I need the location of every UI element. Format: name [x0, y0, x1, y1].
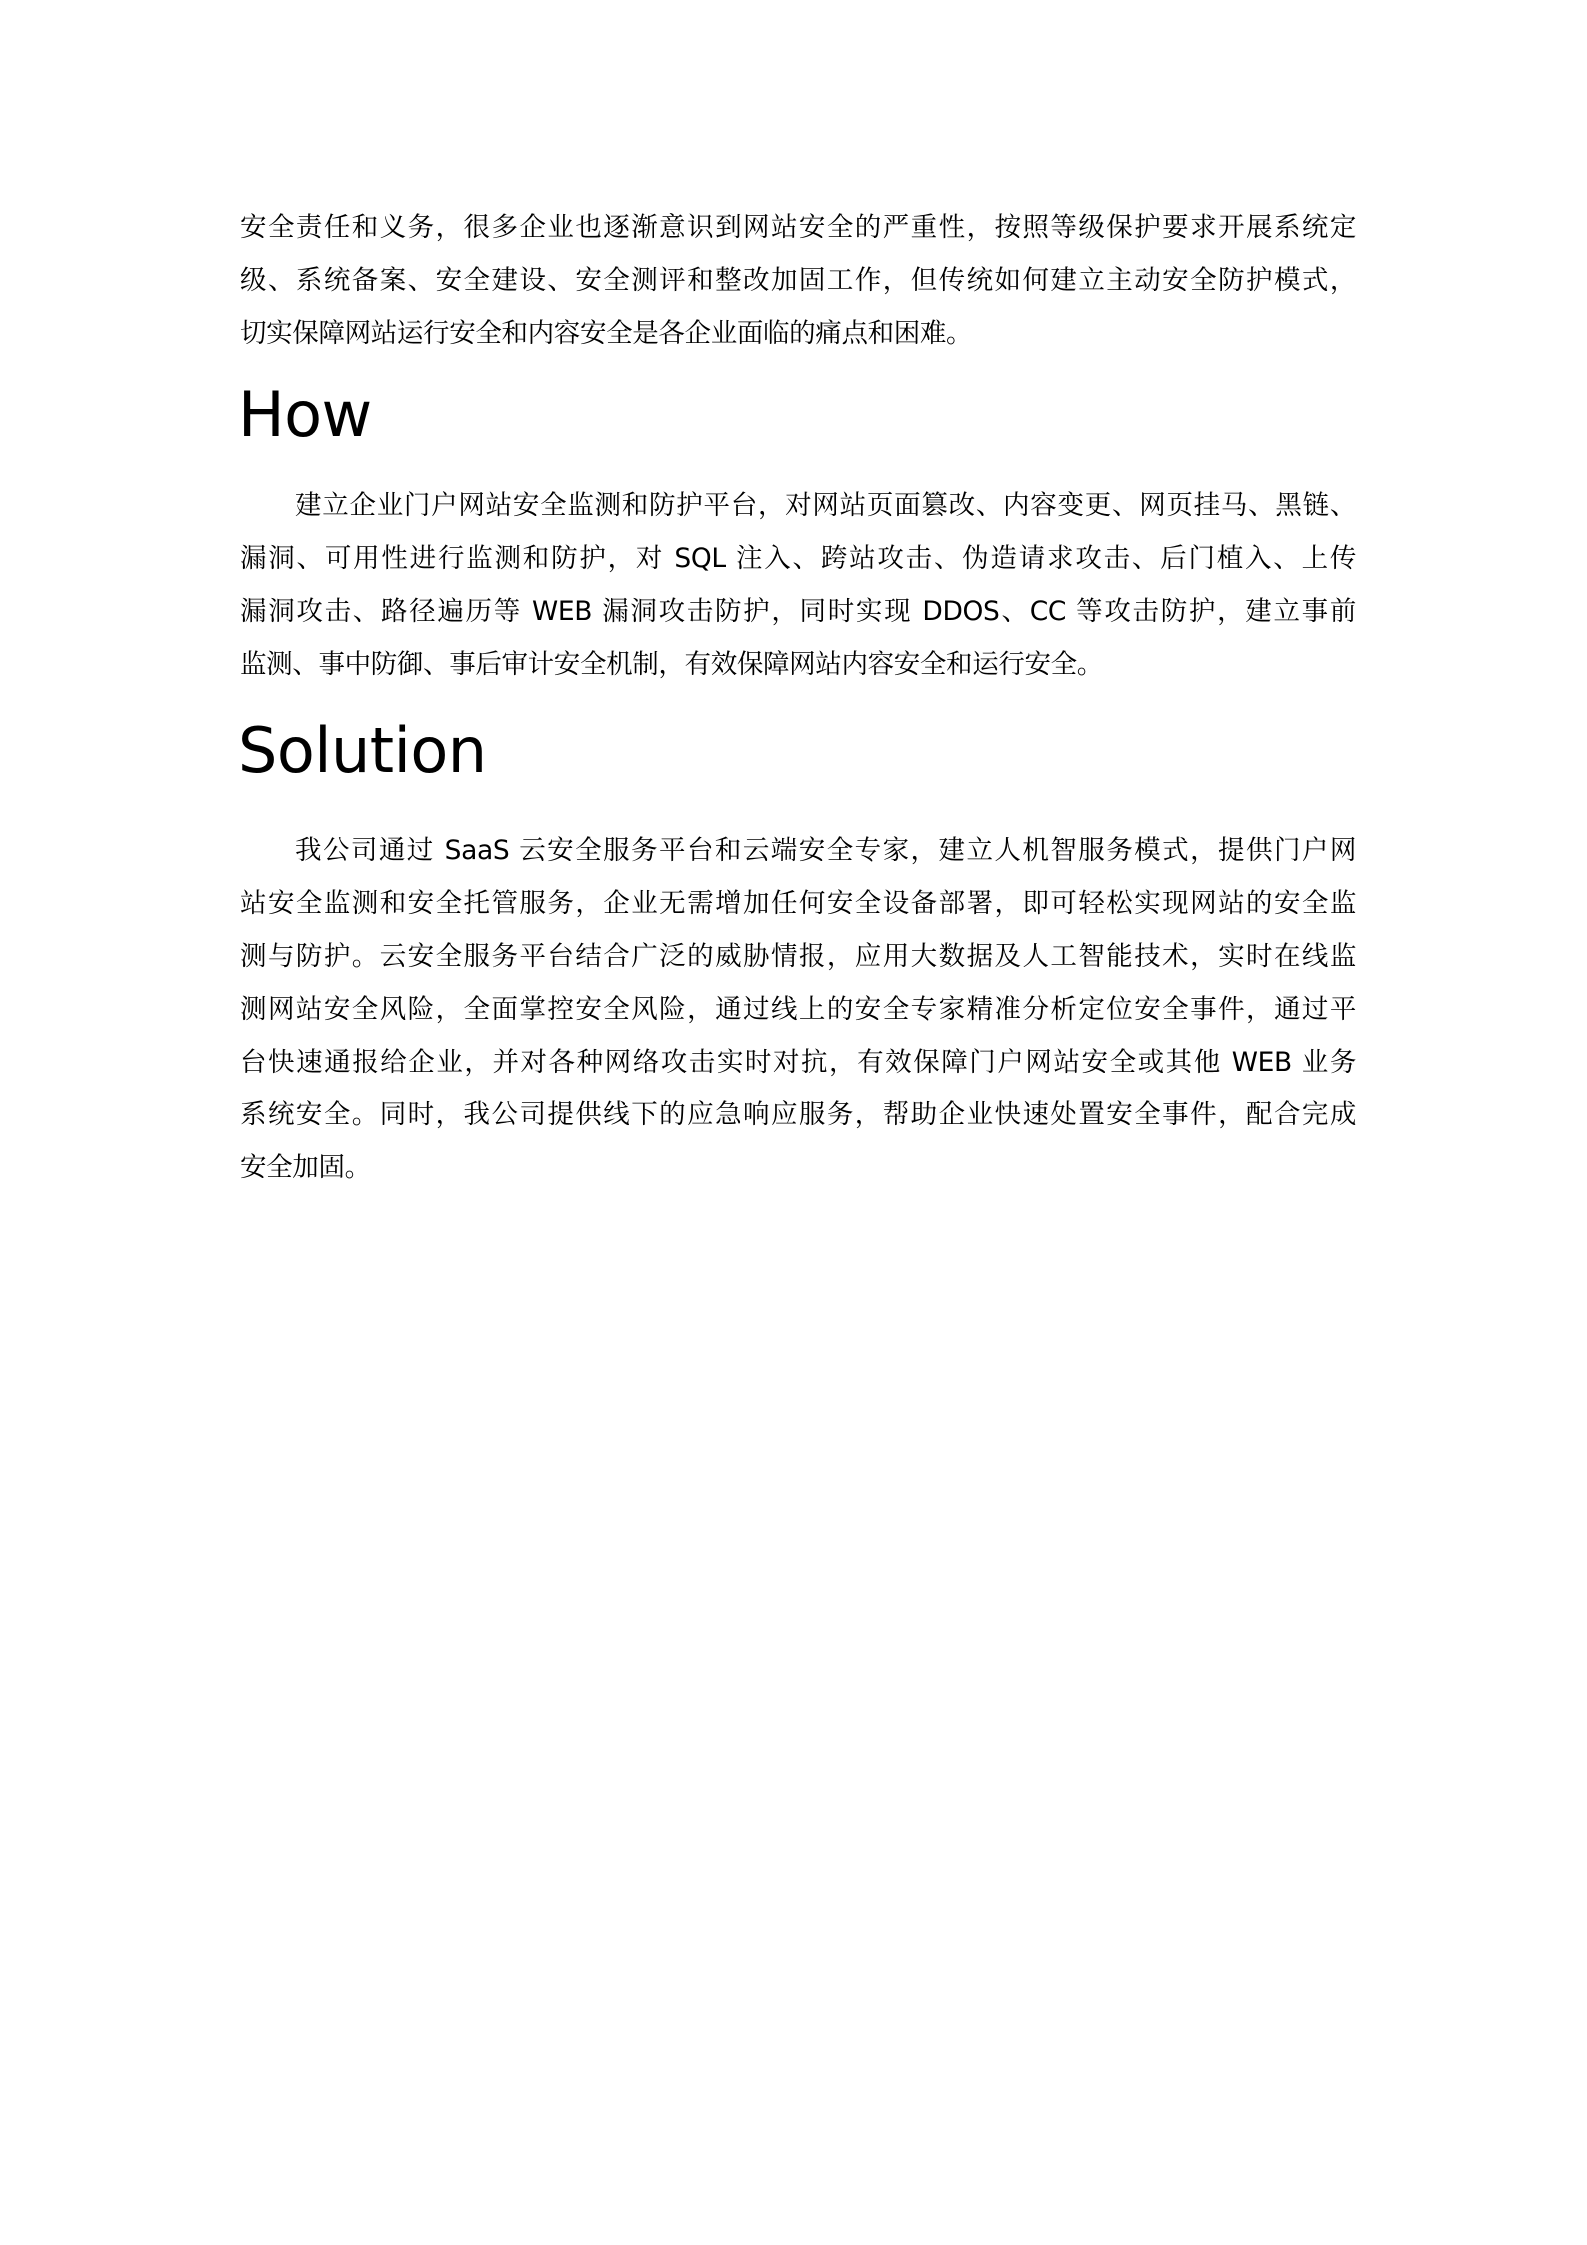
paragraph-line: 测与防护。云安全服务平台结合广泛的威胁情报，应用大数据及人工智能技术，实时在线监: [240, 940, 1356, 972]
paragraph-line: 系统安全。同时，我公司提供线下的应急响应服务，帮助企业快速处置安全事件，配合完成: [240, 1099, 1356, 1131]
paragraph-line: 切实保障网站运行安全和内容安全是各企业面临的痛点和困难。: [240, 317, 973, 349]
paragraph-line: 安全责任和义务，很多企业也逐渐意识到网站安全的严重性，按照等级保护要求开展系统定: [240, 212, 1356, 243]
solution-paragraph: [240, 825, 1356, 1195]
paragraph-line: 站安全监测和安全托管服务，企业无需增加任何安全设备部署，即可轻松实现网站的安全监: [240, 887, 1356, 919]
how-paragraph: [240, 480, 1356, 692]
section-heading-solution: Solution: [238, 714, 487, 787]
paragraph-line: 测网站安全风险，全面掌控安全风险，通过线上的安全专家精准分析定位安全事件，通过平: [240, 993, 1356, 1025]
paragraph-line: 安全加固。: [240, 1152, 371, 1184]
paragraph-line: 漏洞攻击、路径遍历等 WEB 漏洞攻击防护，同时实现 DDOS、CC 等攻击防护，建立事前: [240, 595, 1356, 627]
paragraph-line: 建立企业门户网站安全监测和防护平台，对网站页面篡改、内容变更、网页挂马、黑链、: [295, 490, 1356, 521]
paragraph-line: 级、系统备案、安全建设、安全测评和整改加固工作，但传统如何建立主动安全防护模式，: [240, 264, 1356, 296]
paragraph-line: 漏洞、可用性进行监测和防护，对 SQL 注入、跨站攻击、伪造请求攻击、后门植入、上传: [240, 542, 1356, 574]
paragraph-line: 监测、事中防御、事后审计安全机制，有效保障网站内容安全和运行安全。: [240, 648, 1103, 680]
intro-paragraph: [240, 202, 1356, 361]
paragraph-line: 我公司通过 SaaS 云安全服务平台和云端安全专家，建立人机智服务模式，提供门户网: [295, 835, 1356, 866]
section-heading-how: How: [238, 378, 372, 451]
paragraph-line: 台快速通报给企业，并对各种网络攻击实时对抗，有效保障门户网站安全或其他 WEB 业务: [240, 1046, 1356, 1078]
